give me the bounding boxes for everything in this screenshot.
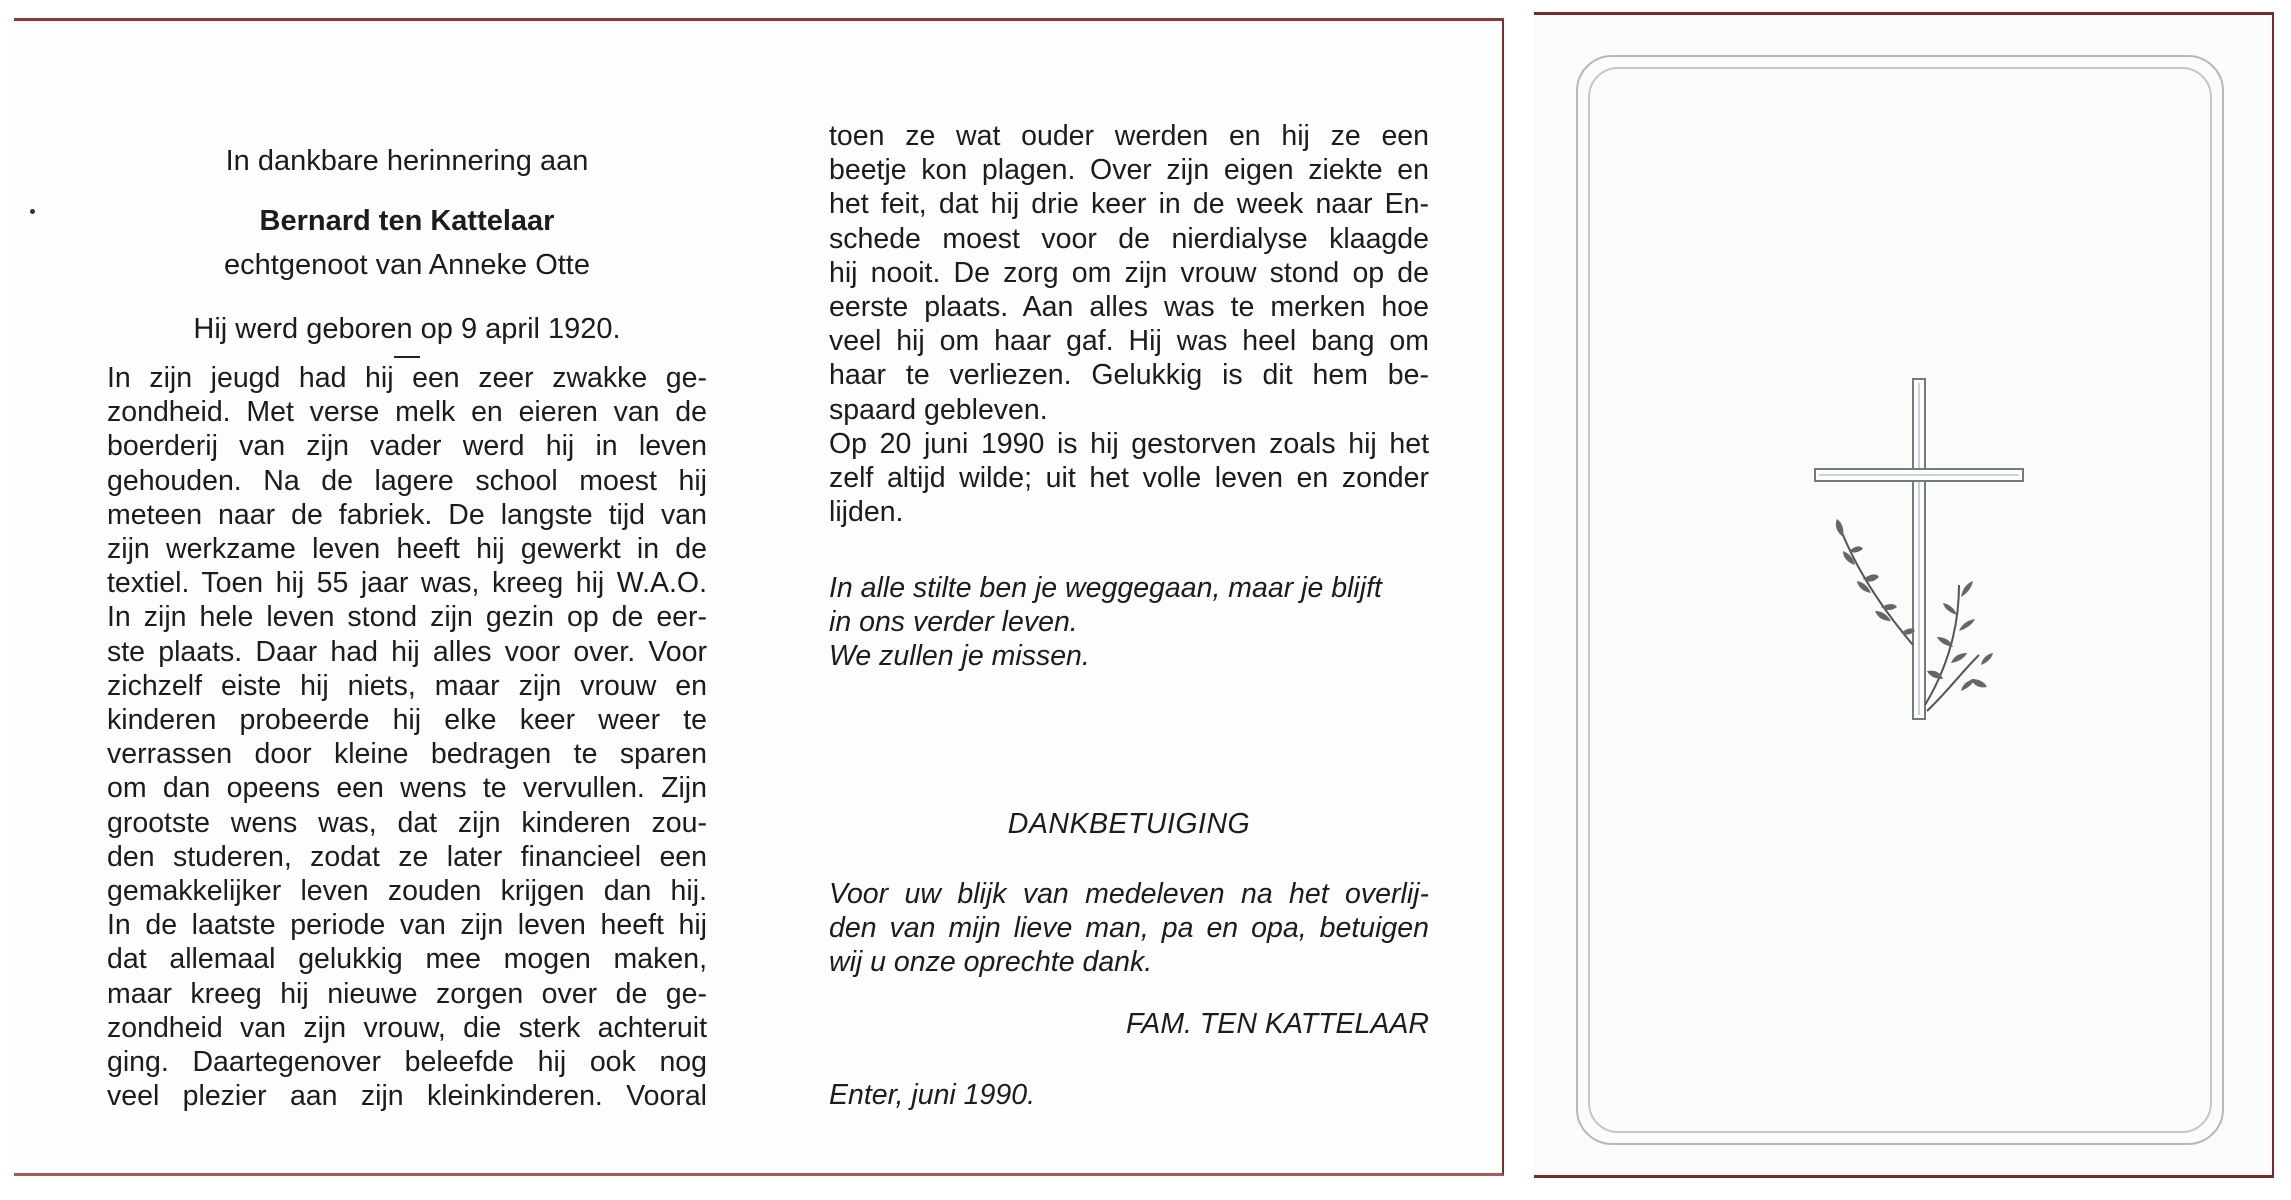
bio-line: ste plaats. Daar had hij alles voor over. Voor xyxy=(107,635,707,668)
thanks-line: wij u onze oprechte dank. xyxy=(829,946,1153,978)
poem-line: in ons verder leven. xyxy=(829,606,1078,638)
bio-line: boerderij van zijn vader werd hij in leven xyxy=(107,430,707,463)
bio-line: zondheid van zijn vrouw, die sterk achteruit xyxy=(107,1011,707,1044)
family-signature: FAM. TEN KATTELAAR xyxy=(1126,1008,1429,1040)
bio-line: schede moest voor de nierdialyse klaagde xyxy=(829,222,1429,255)
place-date: Enter, juni 1990. xyxy=(829,1079,1035,1111)
spouse-line: echtgenoot van Anneke Otte xyxy=(224,249,590,281)
bio-line: kinderen probeerde hij elke keer weer te xyxy=(107,704,707,737)
thanks-line: Voor uw blijk van medeleven na het overlij- xyxy=(829,878,1429,910)
bio-line: zichzelf eiste hij niets, maar zijn vrouw en xyxy=(107,669,707,702)
bio-line: beetje kon plagen. Over zijn eigen ziekte en xyxy=(829,154,1429,187)
bio-line: haar te verliezen. Gelukkig is dit hem be- xyxy=(829,359,1429,392)
memorial-poem xyxy=(829,571,1429,673)
bio-line: textiel. Toen hij 55 jaar was, kreeg hij W.A.O. xyxy=(107,567,707,600)
inner-spread xyxy=(14,18,1504,1176)
bio-line: den studeren, zodat ze later financieel een xyxy=(107,840,707,873)
bio-line: zijn werkzame leven heeft hij gewerkt in de xyxy=(107,533,707,566)
bio-line: meteen naar de fabriek. De langste tijd van xyxy=(107,498,707,531)
bio-line: verrassen door kleine bedragen te sparen xyxy=(107,738,707,771)
cross-with-branch-icon xyxy=(1809,375,2029,745)
bio-line: grootste wens was, dat zijn kinderen zou- xyxy=(107,806,707,839)
bio-line: dat allemaal gelukkig mee mogen maken, xyxy=(107,943,707,976)
bio-line: In de laatste periode van zijn leven heeft hij xyxy=(107,909,707,942)
bio-line: In zijn hele leven stond zijn gezin op de eer- xyxy=(107,601,707,634)
bio-line: veel plezier aan zijn kleinkinderen. Vooral xyxy=(107,1080,707,1113)
poem-line: In alle stilte ben je weggegaan, maar je blijft xyxy=(829,572,1382,604)
bio-line: toen ze wat ouder werden en hij ze een xyxy=(829,120,1429,152)
thanks-message xyxy=(829,877,1429,979)
bio-line: lijden. xyxy=(829,496,904,529)
bio-line: gemakkelijker leven zouden krijgen dan hij. xyxy=(107,875,707,908)
bio-line: hij nooit. De zorg om zijn vrouw stond op de xyxy=(829,256,1429,289)
bio-line: eerste plaats. Aan alles was te merken hoe xyxy=(829,291,1429,324)
biography-right-column xyxy=(829,119,1429,529)
thanks-heading: DANKBETUIGING xyxy=(1007,808,1251,840)
front-cover xyxy=(1534,12,2274,1178)
bio-line: spaard gebleven. xyxy=(829,393,1048,426)
bio-line: zondheid. Met verse melk en eieren van de xyxy=(107,396,707,429)
deceased-name: Bernard ten Kattelaar xyxy=(259,205,555,237)
dot-mark xyxy=(30,209,35,214)
bio-line: maar kreeg hij nieuwe zorgen over de ge- xyxy=(107,977,707,1010)
separator-dash xyxy=(394,356,420,358)
thanks-line: den van mijn lieve man, pa en opa, betuigen xyxy=(829,912,1429,944)
bio-line: gehouden. Na de lagere school moest hij xyxy=(107,464,707,497)
bio-line: Op 20 juni 1990 is hij gestorven zoals hij het xyxy=(829,427,1429,460)
bio-line: ging. Daartegenover beleefde hij ook nog xyxy=(107,1046,707,1079)
bio-line: het feit, dat hij drie keer in de week naar En- xyxy=(829,188,1429,221)
bio-line: veel hij om haar gaf. Hij was heel bang om xyxy=(829,325,1429,358)
biography-left-column xyxy=(107,361,707,1113)
bio-line: zelf altijd wilde; uit het volle leven en zonder xyxy=(829,462,1429,495)
birth-line: Hij werd geboren op 9 april 1920. xyxy=(193,313,621,345)
bio-line: In zijn jeugd had hij een zeer zwakke ge- xyxy=(107,362,707,394)
poem-line: We zullen je missen. xyxy=(829,640,1090,672)
bio-line: om dan opeens een wens te vervullen. Zijn xyxy=(107,772,707,805)
intro-line: In dankbare herinnering aan xyxy=(225,145,589,177)
